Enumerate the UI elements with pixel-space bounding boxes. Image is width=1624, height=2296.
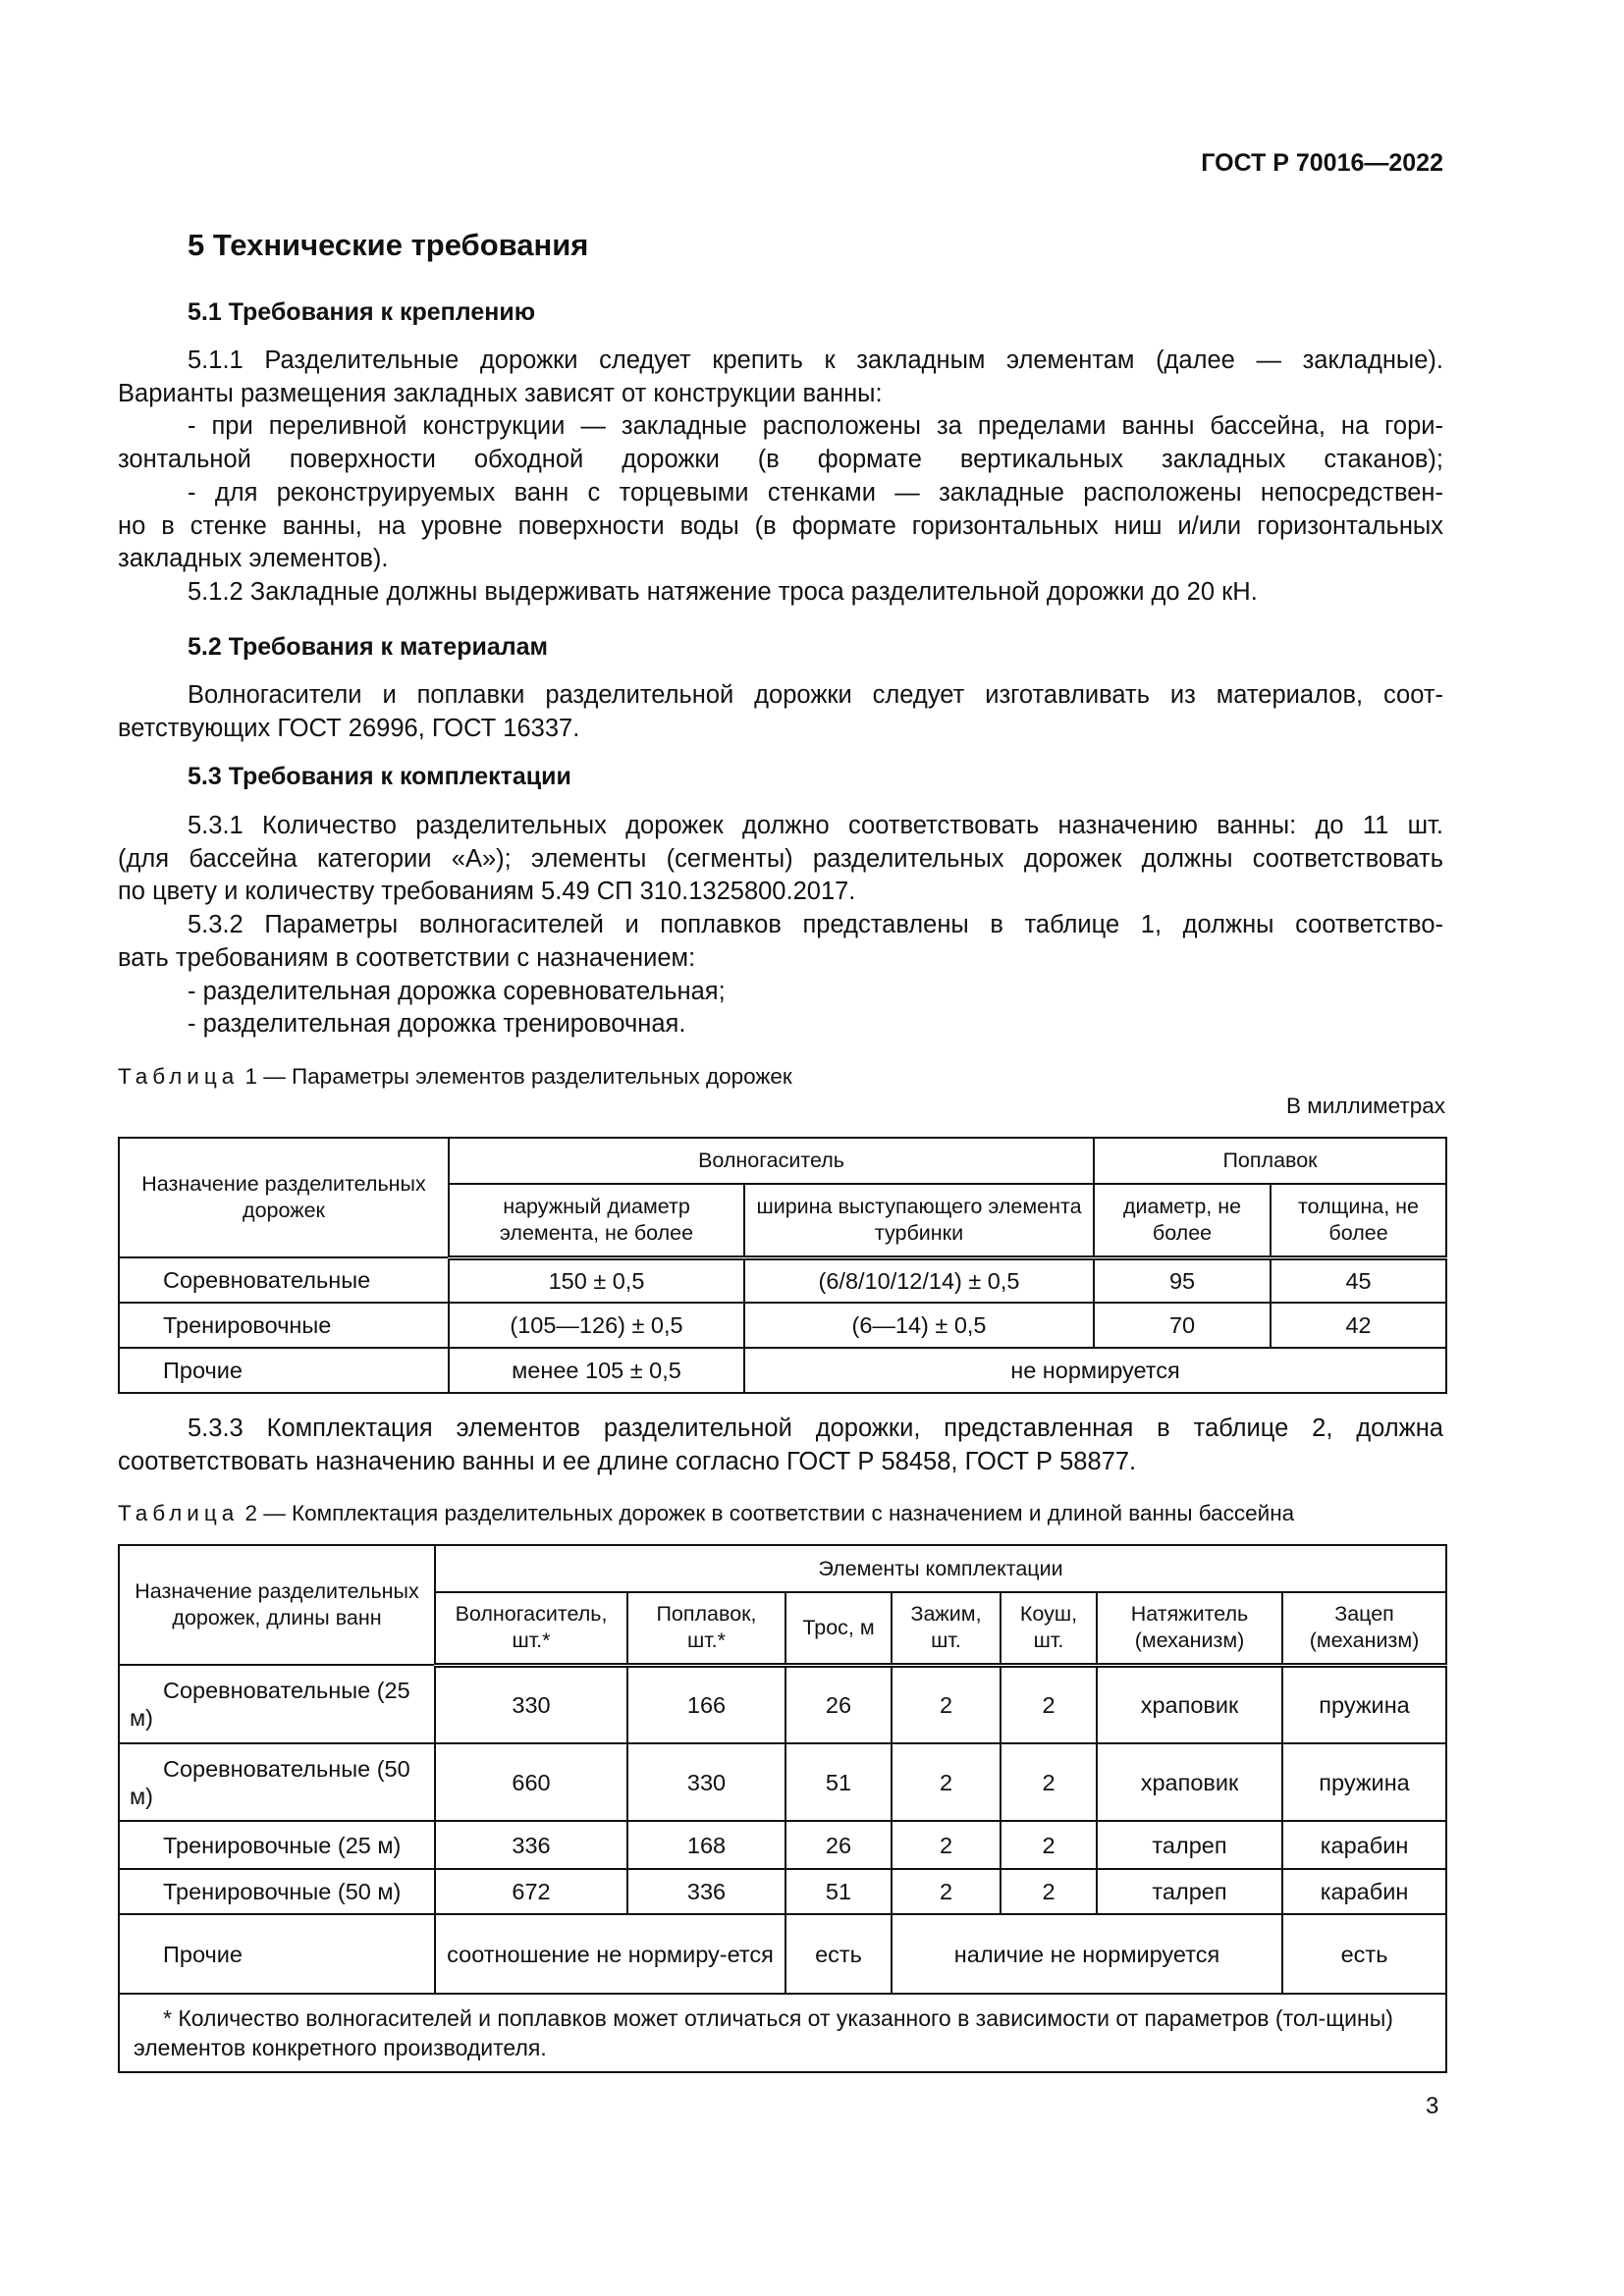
cell-value: 660 xyxy=(435,1743,627,1821)
cell-width: (6/8/10/12/14) ± 0,5 xyxy=(744,1257,1094,1303)
text-line: закладных элементов). xyxy=(118,545,389,573)
table-2-caption xyxy=(118,1501,1294,1526)
cell-value: 672 xyxy=(435,1869,627,1914)
cell-width: (6—14) ± 0,5 xyxy=(744,1303,1094,1348)
cell-purpose: Прочие xyxy=(119,1914,435,1994)
subsection-5-1-text xyxy=(118,345,1443,610)
caption-text: 2 — Комплектация разделительных дорожек в соответствии с назначением и длиной ванны бассейна xyxy=(239,1501,1295,1525)
header-col: Зажим, шт. xyxy=(892,1592,1001,1665)
table-footnote xyxy=(119,1994,1446,2072)
cell-value: пружина xyxy=(1282,1743,1446,1821)
text-line: (для бассейна категории «А»); элементы (сегменты) разделительных дорожек должны соответствовать xyxy=(118,844,1443,873)
header-float: Поплавок xyxy=(1094,1138,1446,1184)
cell-value: 2 xyxy=(892,1665,1001,1743)
cell-value: 2 xyxy=(1001,1743,1097,1821)
header-wave-damper: Волногаситель xyxy=(449,1138,1094,1184)
cell-thickness: 42 xyxy=(1271,1303,1446,1348)
cell-value: 2 xyxy=(1001,1665,1097,1743)
cell-value: 2 xyxy=(892,1821,1001,1869)
header-col: Поплавок, шт.* xyxy=(627,1592,785,1665)
cell-purpose: Прочие xyxy=(119,1348,449,1393)
cell-value: карабин xyxy=(1282,1869,1446,1914)
table-row xyxy=(119,1303,1446,1348)
text-line: но в стенке ванны, на уровне поверхности воды (в формате горизонтальных ниш и/или горизонтальных xyxy=(118,511,1443,540)
text-line: 5.3.1 Количество разделительных дорожек должно соответствовать назначению ванны: до 11 шт. xyxy=(188,812,1443,839)
cell-value: 336 xyxy=(435,1821,627,1869)
table-row xyxy=(119,1348,1446,1393)
table-2 xyxy=(118,1544,1447,2073)
cell-value: пружина xyxy=(1282,1665,1446,1743)
text-line: Волногасители и поплавки разделительной дорожки следует изготавливать из материалов, соот- xyxy=(188,681,1443,709)
cell-ratio: соотношение не нормиру-ется xyxy=(435,1914,785,1994)
header-elements: Элементы комплектации xyxy=(435,1545,1446,1592)
header-col: Коуш, шт. xyxy=(1001,1592,1097,1665)
cell-diameter: 70 xyxy=(1094,1303,1271,1348)
header-diameter: диаметр, не более xyxy=(1094,1184,1271,1257)
text-line: соответствовать назначению ванны и ее длине согласно ГОСТ Р 58458, ГОСТ Р 58877. xyxy=(118,1447,1137,1475)
text-line: - разделительная дорожка тренировочная. xyxy=(188,1010,686,1039)
text-line: 5.3.3 Комплектация элементов разделительной дорожки, представленная в таблице 2, должна xyxy=(188,1415,1443,1442)
cell-value: 2 xyxy=(892,1869,1001,1914)
cell-diameter: 95 xyxy=(1094,1257,1271,1303)
header-purpose: Назначение разделительных дорожек xyxy=(119,1138,449,1257)
header-purpose: Назначение разделительных дорожек, длины ванн xyxy=(119,1545,435,1665)
header-col: Волногаситель, шт.* xyxy=(435,1592,627,1665)
document-id: ГОСТ Р 70016—2022 xyxy=(1201,149,1443,177)
cell-value: талреп xyxy=(1097,1821,1282,1869)
cell-outer: 150 ± 0,5 xyxy=(449,1257,744,1303)
cell-value: 336 xyxy=(627,1869,785,1914)
cell-value: 2 xyxy=(1001,1869,1097,1914)
cell-value: 166 xyxy=(627,1665,785,1743)
table-row xyxy=(119,1665,1446,1743)
cell-outer: менее 105 ± 0,5 xyxy=(449,1348,744,1393)
table-row xyxy=(119,1743,1446,1821)
subsection-5-1-title: 5.1 Требования к креплению xyxy=(188,298,536,326)
caption-word: Таблица xyxy=(118,1501,240,1525)
cell-not-normalized: не нормируется xyxy=(744,1348,1446,1393)
cell-value: храповик xyxy=(1097,1743,1282,1821)
cell-value: 168 xyxy=(627,1821,785,1869)
text-line: 5.1.2 Закладные должны выдерживать натяжение троса разделительной дорожки до 20 кН. xyxy=(188,577,1258,606)
table-1-caption xyxy=(118,1064,792,1090)
table-row xyxy=(119,1821,1446,1869)
cell-purpose: Тренировочные (50 м) xyxy=(119,1869,435,1914)
section-title: 5 Технические требования xyxy=(188,228,589,262)
cell-hook: есть xyxy=(1282,1914,1446,1994)
text-line: 5.1.1 Разделительные дорожки следует крепить к закладным элементам (далее — закладные). xyxy=(188,347,1443,374)
table-row xyxy=(119,1914,1446,1994)
cell-value: 51 xyxy=(785,1869,892,1914)
cell-value: 51 xyxy=(785,1743,892,1821)
cell-value: 2 xyxy=(1001,1821,1097,1869)
subsection-5-3-text xyxy=(118,810,1443,1041)
header-thickness: толщина, не более xyxy=(1271,1184,1446,1257)
header-col: Зацеп (механизм) xyxy=(1282,1592,1446,1665)
header-col: Трос, м xyxy=(785,1592,892,1665)
cell-rope: есть xyxy=(785,1914,892,1994)
cell-value: 330 xyxy=(435,1665,627,1743)
cell-thickness: 45 xyxy=(1271,1257,1446,1303)
table-row xyxy=(119,1869,1446,1914)
text-line: - разделительная дорожка соревновательная; xyxy=(188,977,726,1005)
cell-purpose: Соревновательные xyxy=(119,1257,449,1303)
text-line: - при переливной конструкции — закладные расположены за пределами ванны бассейна, на гори- xyxy=(188,412,1443,441)
subsection-5-2-title: 5.2 Требования к материалам xyxy=(188,633,549,661)
subsection-5-3-title: 5.3 Требования к комплектации xyxy=(188,763,571,790)
subsection-5-2-text xyxy=(118,679,1443,745)
cell-purpose: Соревновательные (25 м) xyxy=(119,1665,435,1743)
page-number: 3 xyxy=(1426,2093,1439,2119)
header-turbine-width: ширина выступающего элемента турбинки xyxy=(744,1184,1094,1257)
cell-value: талреп xyxy=(1097,1869,1282,1914)
text-line: вать требованиям в соответствии с назначением: xyxy=(118,943,696,972)
header-outer-diameter: наружный диаметр элемента, не более xyxy=(449,1184,744,1257)
cell-presence: наличие не нормируется xyxy=(892,1914,1282,1994)
header-col: Натяжитель (механизм) xyxy=(1097,1592,1282,1665)
table-1 xyxy=(118,1137,1447,1394)
caption-word: Таблица xyxy=(118,1064,240,1089)
table-1-units: В миллиметрах xyxy=(1286,1094,1445,1118)
text-line: Варианты размещения закладных зависят от конструкции ванны: xyxy=(118,379,883,407)
text-line: 5.3.2 Параметры волногасителей и поплавков представлены в таблице 1, должны соответство- xyxy=(188,911,1443,939)
cell-value: 26 xyxy=(785,1821,892,1869)
text-line: - для реконструируемых ванн с торцевыми стенками — закладные расположены непосредствен- xyxy=(188,478,1443,507)
cell-purpose: Соревновательные (50 м) xyxy=(119,1743,435,1821)
caption-text: 1 — Параметры элементов разделительных дорожек xyxy=(239,1064,792,1089)
footnote-text: * Количество волногасителей и поплавков может отличаться от указанного в зависимости от параметров (тол-щины) элементов конкретного производителя. xyxy=(134,2005,1393,2060)
cell-outer: (105—126) ± 0,5 xyxy=(449,1303,744,1348)
paragraph-5-3-3 xyxy=(118,1413,1443,1478)
cell-value: 26 xyxy=(785,1665,892,1743)
cell-value: 2 xyxy=(892,1743,1001,1821)
cell-value: 330 xyxy=(627,1743,785,1821)
cell-value: храповик xyxy=(1097,1665,1282,1743)
text-line: зонтальной поверхности обходной дорожки (в формате вертикальных закладных стаканов); xyxy=(118,446,1443,474)
text-line: по цвету и количеству требованиям 5.49 СП 310.1325800.2017. xyxy=(118,878,856,906)
cell-purpose: Тренировочные (25 м) xyxy=(119,1821,435,1869)
text-line: ветствующих ГОСТ 26996, ГОСТ 16337. xyxy=(118,714,580,742)
cell-value: карабин xyxy=(1282,1821,1446,1869)
table-row xyxy=(119,1257,1446,1303)
cell-purpose: Тренировочные xyxy=(119,1303,449,1348)
